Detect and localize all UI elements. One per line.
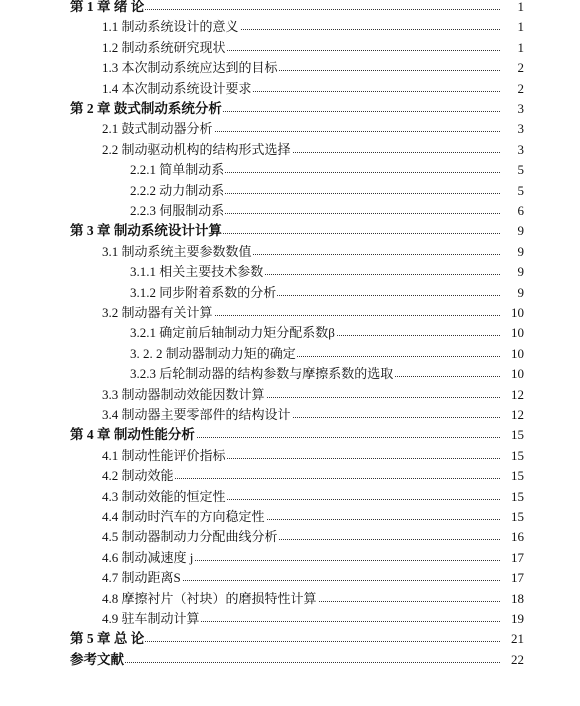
toc-section-title: 1.1 制动系统设计的意义	[102, 19, 239, 35]
toc-entry[interactable]	[0, 101, 580, 121]
toc-entry[interactable]	[0, 183, 580, 203]
toc-section-title: 3.1.2 同步附着系数的分析	[130, 284, 277, 300]
toc-section-title: 1.2 制动系统研究现状	[102, 39, 226, 55]
toc-page-number: 12	[511, 407, 524, 422]
toc-entry[interactable]	[0, 591, 580, 611]
toc-section-title: 1.3 本次制动系统应达到的目标	[102, 60, 278, 76]
toc-page-number: 9	[517, 243, 524, 259]
toc-entry[interactable]	[0, 121, 580, 141]
toc-entry[interactable]	[0, 40, 580, 60]
toc-page-number: 10	[511, 366, 524, 382]
toc-entry[interactable]	[0, 162, 580, 182]
toc-page-number: 15	[511, 509, 524, 524]
toc-dot-leader	[70, 662, 500, 663]
toc-section-title: 4.6 制动减速度 j	[102, 549, 194, 565]
toc-entry[interactable]	[0, 264, 580, 284]
toc-entry[interactable]	[0, 0, 580, 19]
toc-section-title: 3.3 制动器制动效能因数计算	[102, 386, 265, 402]
toc-page-number: 9	[517, 284, 524, 300]
toc-section-title: 4.9 驻车制动计算	[102, 611, 200, 626]
toc-page-number: 10	[511, 305, 524, 320]
toc-entry[interactable]	[0, 427, 580, 447]
toc-entry[interactable]	[0, 346, 580, 366]
toc-page-number: 2	[517, 60, 524, 76]
toc-entry[interactable]	[0, 550, 580, 570]
toc-entry[interactable]	[0, 285, 580, 305]
toc-entry[interactable]	[0, 366, 580, 386]
toc-entry[interactable]	[0, 142, 580, 162]
toc-page-number: 19	[511, 611, 524, 626]
toc-section-title: 4.8 摩擦衬片（衬块）的磨损特性计算	[102, 590, 317, 606]
toc-entry[interactable]	[0, 325, 580, 345]
toc-entry[interactable]	[0, 529, 580, 549]
toc-page-number: 15	[511, 468, 524, 484]
toc-section-title: 3.2.3 后轮制动器的结构参数与摩擦系数的选取	[130, 366, 394, 382]
toc-section-title: 2.2.3 伺服制动系	[130, 203, 225, 218]
toc-section-title: 4.3 制动效能的恒定性	[102, 488, 226, 504]
toc-page-number: 6	[517, 203, 524, 218]
toc-section-title: 4.7 制动距离S	[102, 570, 181, 586]
toc-page-number: 3	[517, 141, 524, 157]
toc-section-title: 4.5 制动器制动力分配曲线分析	[102, 529, 278, 545]
toc-entry[interactable]	[0, 509, 580, 529]
toc-entry[interactable]	[0, 223, 580, 243]
toc-chapter-title: 第 1 章 绪 论	[70, 0, 145, 14]
toc-entry[interactable]	[0, 244, 580, 264]
toc-page-number: 16	[511, 529, 524, 545]
toc-section-title: 2.2.2 动力制动系	[130, 182, 225, 198]
toc-page-number: 21	[511, 631, 524, 647]
toc-page-number: 5	[517, 162, 524, 178]
toc-section-title: 4.4 制动时汽车的方向稳定性	[102, 509, 265, 524]
toc-page-number: 2	[517, 80, 524, 96]
toc-entry[interactable]	[0, 468, 580, 488]
toc-page-number: 1	[517, 0, 524, 14]
toc-entry[interactable]	[0, 19, 580, 39]
toc-page-number: 15	[511, 447, 524, 463]
toc-section-title: 3.2 制动器有关计算	[102, 305, 213, 320]
toc-chapter-title: 第 4 章 制动性能分析	[70, 427, 195, 443]
toc-section-title: 3.4 制动器主要零部件的结构设计	[102, 407, 291, 422]
toc-page-number: 17	[511, 549, 524, 565]
toc-page-number: 17	[511, 570, 524, 586]
toc-entry[interactable]	[0, 489, 580, 509]
toc-section-title: 3.1.1 相关主要技术参数	[130, 264, 264, 280]
toc-section-title: 2.1 鼓式制动器分析	[102, 121, 213, 137]
toc-page-number: 15	[511, 427, 524, 443]
toc-page-number: 22	[511, 651, 524, 667]
toc-page-number: 10	[511, 345, 524, 361]
toc-page-number: 5	[517, 182, 524, 198]
toc-page-number: 1	[517, 19, 524, 35]
toc-entry[interactable]	[0, 631, 580, 651]
toc-entry[interactable]	[0, 387, 580, 407]
toc-section-title: 2.2 制动驱动机构的结构形式选择	[102, 141, 291, 157]
toc-chapter-title: 第 5 章 总 论	[70, 631, 145, 647]
toc-section-title: 4.1 制动性能评价指标	[102, 447, 226, 463]
toc-page-number: 3	[517, 101, 524, 116]
toc-entry[interactable]	[0, 60, 580, 80]
toc-chapter-title: 第 3 章 制动系统设计计算	[70, 223, 222, 239]
toc-entry[interactable]	[0, 611, 580, 631]
toc-section-title: 3. 2. 2 制动器制动力矩的确定	[130, 345, 296, 361]
toc-entry[interactable]	[0, 448, 580, 468]
toc-page-number: 3	[517, 121, 524, 137]
toc-section-title: 2.2.1 简单制动系	[130, 162, 225, 178]
toc-page-number: 10	[511, 325, 524, 341]
toc-section-title: 1.4 本次制动系统设计要求	[102, 80, 252, 96]
toc-page-number: 15	[511, 488, 524, 504]
toc-page-number: 12	[511, 386, 524, 402]
toc-entry[interactable]	[0, 305, 580, 325]
toc-page-number: 9	[517, 264, 524, 280]
toc-section-title: 3.1 制动系统主要参数数值	[102, 243, 252, 259]
toc-section-title: 4.2 制动效能	[102, 468, 174, 484]
toc-page-number: 1	[517, 39, 524, 55]
toc-chapter-title: 第 2 章 鼓式制动系统分析	[70, 101, 222, 116]
toc-entry[interactable]	[0, 203, 580, 223]
toc-entry[interactable]	[0, 81, 580, 101]
toc-entry[interactable]	[0, 652, 580, 672]
toc-entry[interactable]	[0, 570, 580, 590]
toc-entry[interactable]	[0, 407, 580, 427]
toc-page-number: 9	[517, 223, 524, 239]
toc-section-title: 3.2.1 确定前后轴制动力矩分配系数β	[130, 325, 335, 341]
toc-chapter-title: 参考文献	[70, 651, 124, 667]
toc-page-number: 18	[511, 590, 524, 606]
